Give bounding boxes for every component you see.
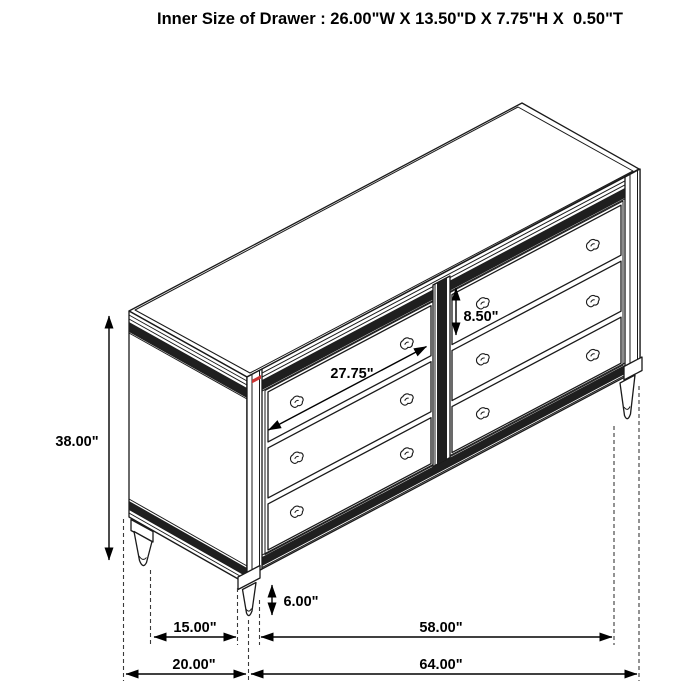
- dimension-label-drawer-height: 8.50": [463, 309, 499, 325]
- diagram-title: Inner Size of Drawer : 26.00"W X 13.50"D X 7.75"H X 0.50"T: [157, 10, 623, 28]
- center-divider: [433, 276, 450, 467]
- dimension-label-overall-depth: 20.00": [172, 657, 216, 673]
- right-corner-post: [625, 169, 640, 377]
- left-corner-post: [247, 369, 262, 577]
- dresser-cabinet: [129, 103, 642, 616]
- dimension-label-overall-height: 38.00": [55, 434, 99, 450]
- dimension-label-leg-height: 6.00": [283, 594, 319, 610]
- dimension-label-drawer-width: 27.75": [330, 366, 374, 382]
- front-right-leg: [620, 375, 635, 419]
- dimension-label-leg-spacing-side: 15.00": [173, 620, 217, 636]
- dimension-label-leg-spacing-front: 58.00": [419, 620, 463, 636]
- dimension-label-overall-width: 64.00": [419, 657, 463, 673]
